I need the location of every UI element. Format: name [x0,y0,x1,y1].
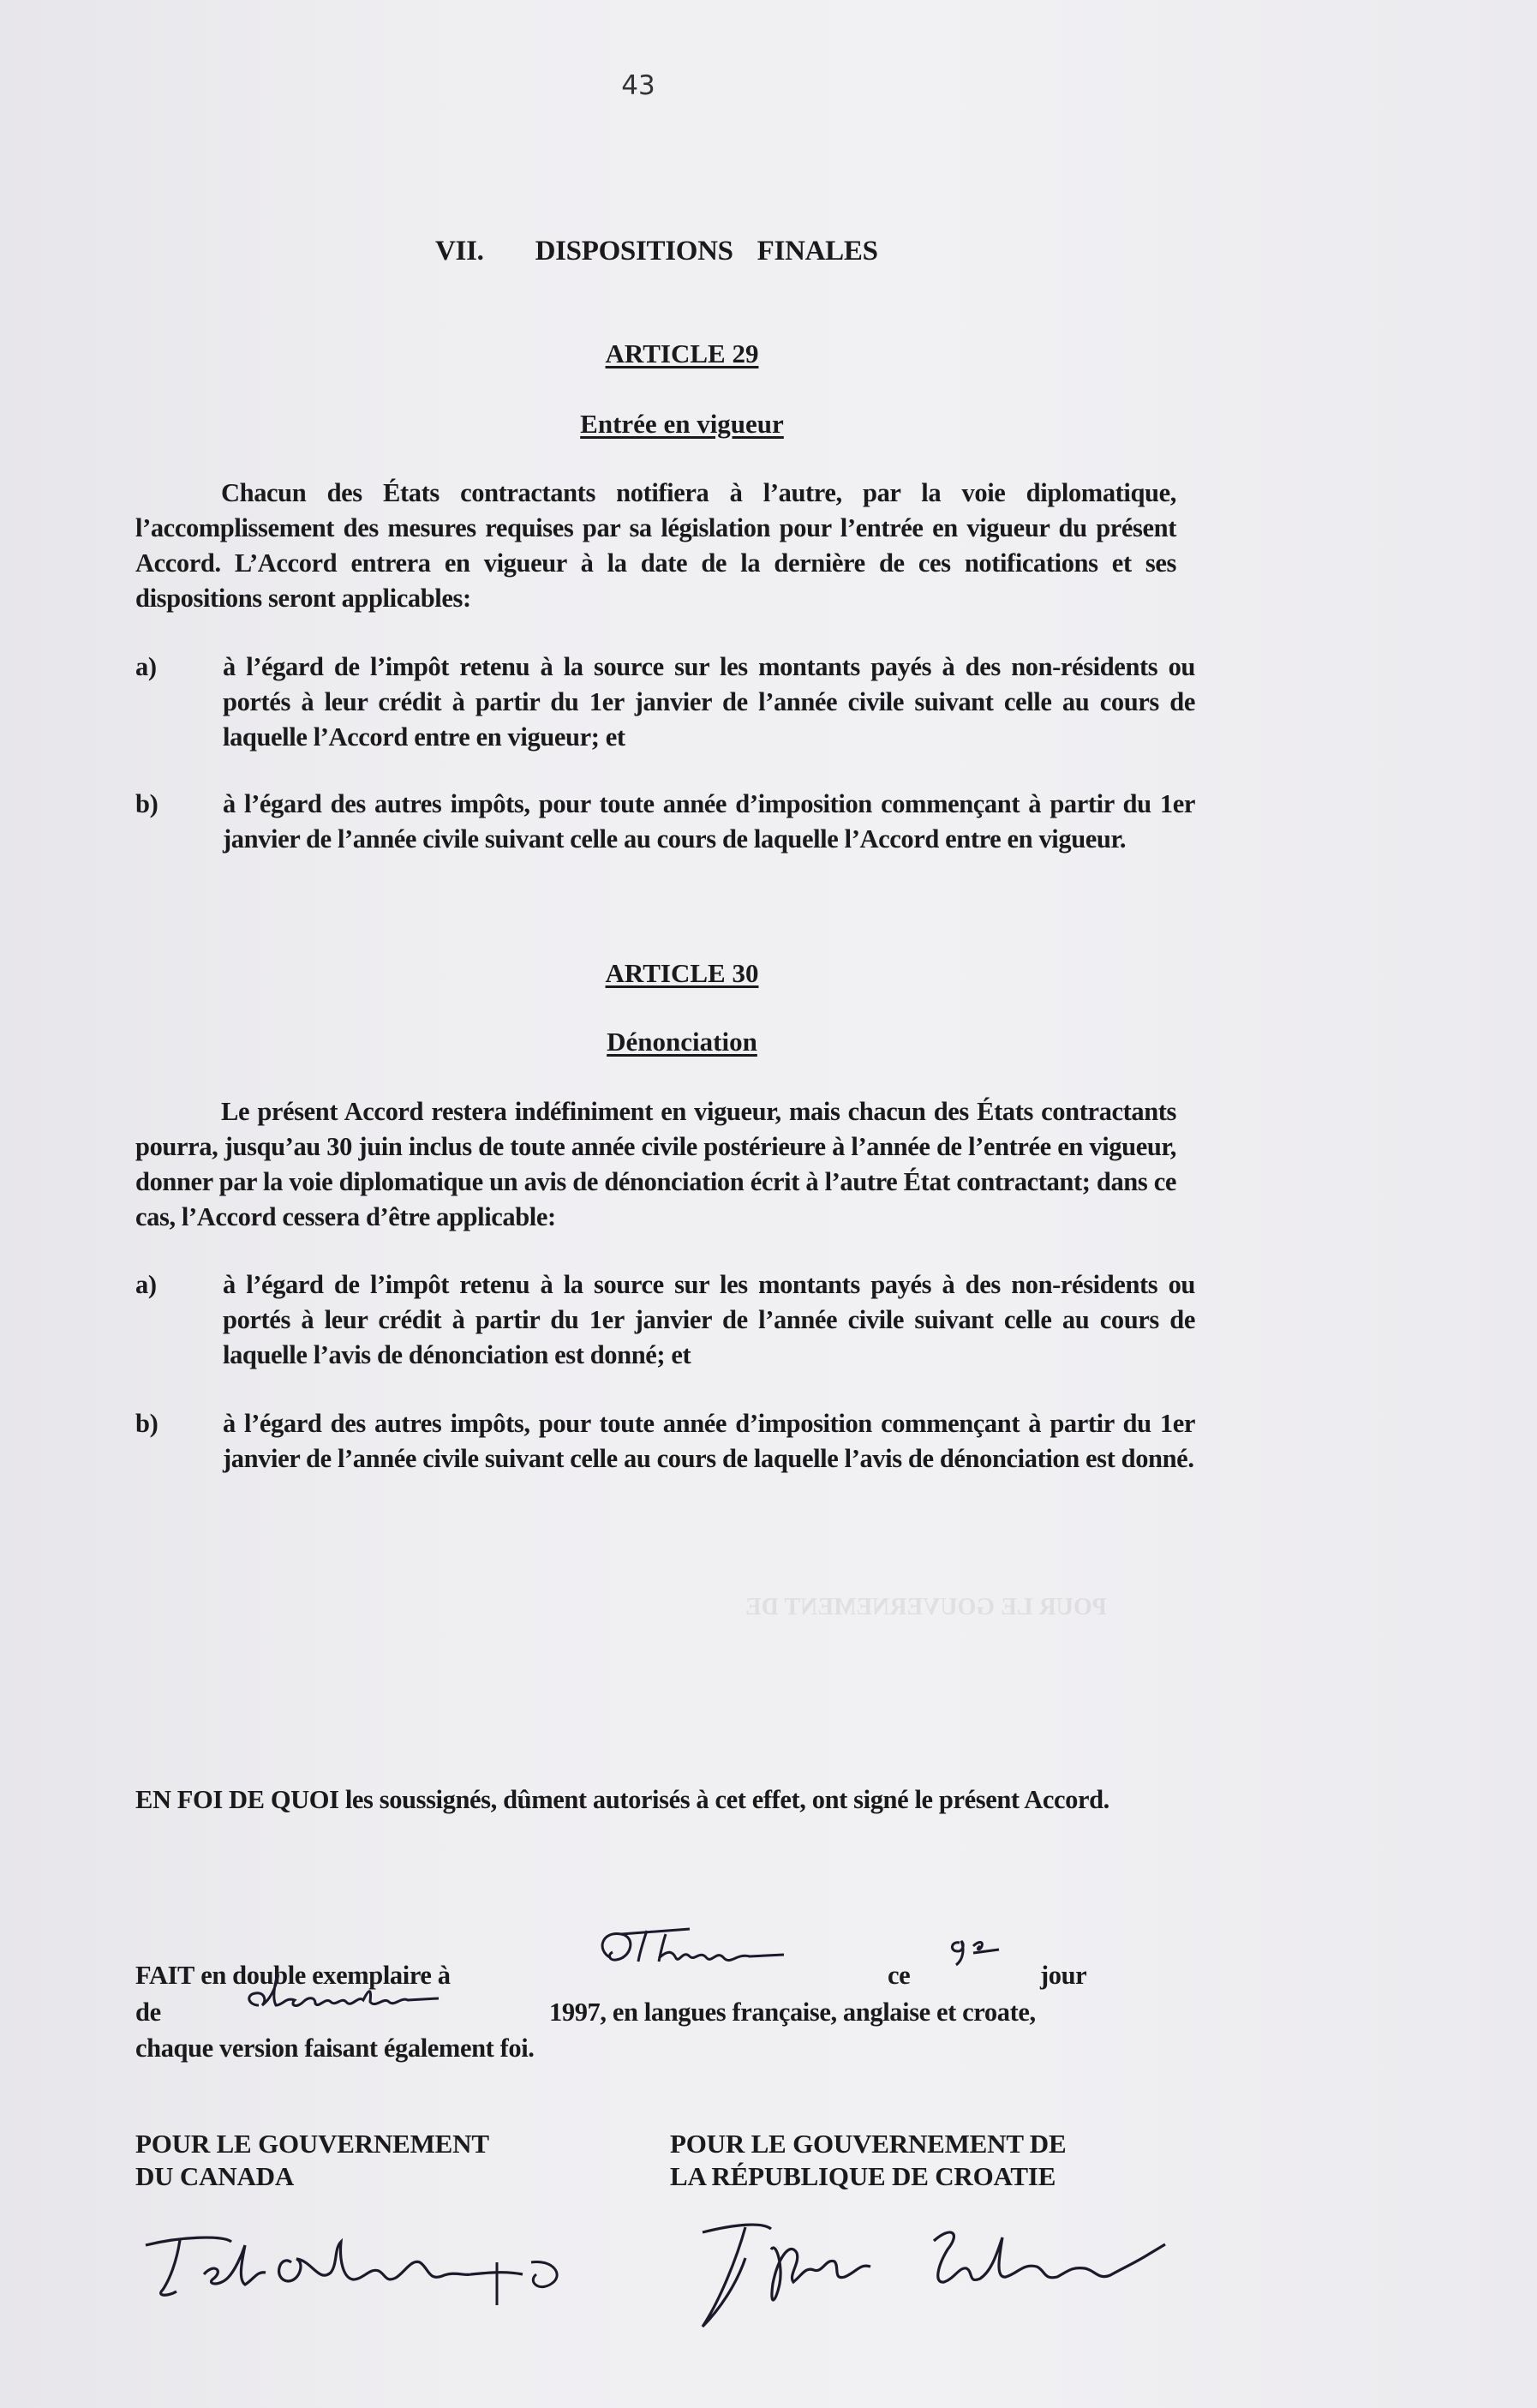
page-number: 43 [621,70,655,101]
item-text: à l’égard de l’impôt retenu à la source sur les montants payés à des non-résidents ou portés à leur crédit à partir du 1er janvier de l’année civile suivant celle au cours de laquelle l’avis de dénonciation est donné; et [223,1270,1195,1369]
item-marker: a) [135,1270,157,1299]
item-marker: b) [135,1409,158,1438]
bleed-through-text: POUR LE GOUVERNEMENT DE [745,1594,1107,1620]
done-at-line-1: FAIT en double exemplaire à [135,1961,451,1990]
article-29-item-b [135,787,1198,898]
witness-clause: EN FOI DE QUOI les soussignés, dûment autorisés à cet effet, ont signé le présent Accord. [135,1785,1109,1814]
fait-label: FAIT [135,1961,195,1990]
item-text: à l’égard des autres impôts, pour toute année d’imposition commençant à partir du 1er janvier de l’année civile suivant celle au cours de laquelle l’Accord entre en vigueur. [223,789,1195,854]
section-heading [435,236,878,267]
section-number: VII. [435,236,484,267]
article-30-item-a [135,1267,1198,1379]
article-29-item-a [135,650,1198,761]
de-label: de [135,1998,161,2027]
signatory-canada: POUR LE GOUVERNEMENT DU CANADA [135,2129,489,2191]
witness-lead: EN FOI DE QUOI [135,1785,339,1814]
item-marker: b) [135,789,158,818]
ce-label: ce [888,1961,911,1990]
signature-croatia [677,2207,1208,2335]
item-text: à l’égard des autres impôts, pour toute année d’imposition commençant à partir du 1er janvier de l’année civile suivant celle au cours de laquelle l’avis de dénonciation est donné. [223,1409,1195,1473]
article-29-heading: ARTICLE 29 [605,338,759,368]
article-29-subheading: Entrée en vigueur [580,409,784,439]
article-29-intro: Chacun des États contractants notifiera à l’autre, par la voie diplomatique, l’accomplissement des mesures requises par sa législation pour l’entrée en vigueur du présent Accord. L’Accord entrera en vigueur à la date de la dernière de ces notifications et ses dispositions seront applicables: [135,478,1176,613]
signature-canada [129,2211,625,2305]
handwritten-day [942,1932,1011,1967]
jour-label: jour [1040,1961,1087,1990]
handwritten-month [233,1971,456,2022]
article-30-intro: Le présent Accord restera indéfiniment en vigueur, mais chacun des États contractants pourra, jusqu’au 30 juin inclus de toute année civile postérieure à l’année de l’entrée en vigueur, donner par la voie diplomatique un avis de dénonciation écrit à l’autre État contractant; dans ce cas, l’Accord cessera d’être applicable: [135,1097,1176,1231]
article-30-heading: ARTICLE 30 [605,958,759,988]
item-text: à l’égard de l’impôt retenu à la source sur les montants payés à des non-résidents ou portés à leur crédit à partir du 1er janvier de l’année civile suivant celle au cours de laquelle l’Accord entre en vigueur; et [223,652,1195,752]
section-title: DISPOSITIONS FINALES [535,236,878,267]
handwritten-place-ottawa [587,1924,810,1975]
done-at-line-2: 1997, en langues française, anglaise et croate, [549,1998,1036,2027]
article-30-subheading: Dénonciation [607,1027,757,1057]
article-30-item-b [135,1406,1198,1518]
item-marker: a) [135,652,157,681]
signatory-croatia: POUR LE GOUVERNEMENT DE LA RÉPUBLIQUE DE CROATIE [670,2129,1067,2191]
done-at-line-3: chaque version faisant également foi. [135,2034,535,2063]
